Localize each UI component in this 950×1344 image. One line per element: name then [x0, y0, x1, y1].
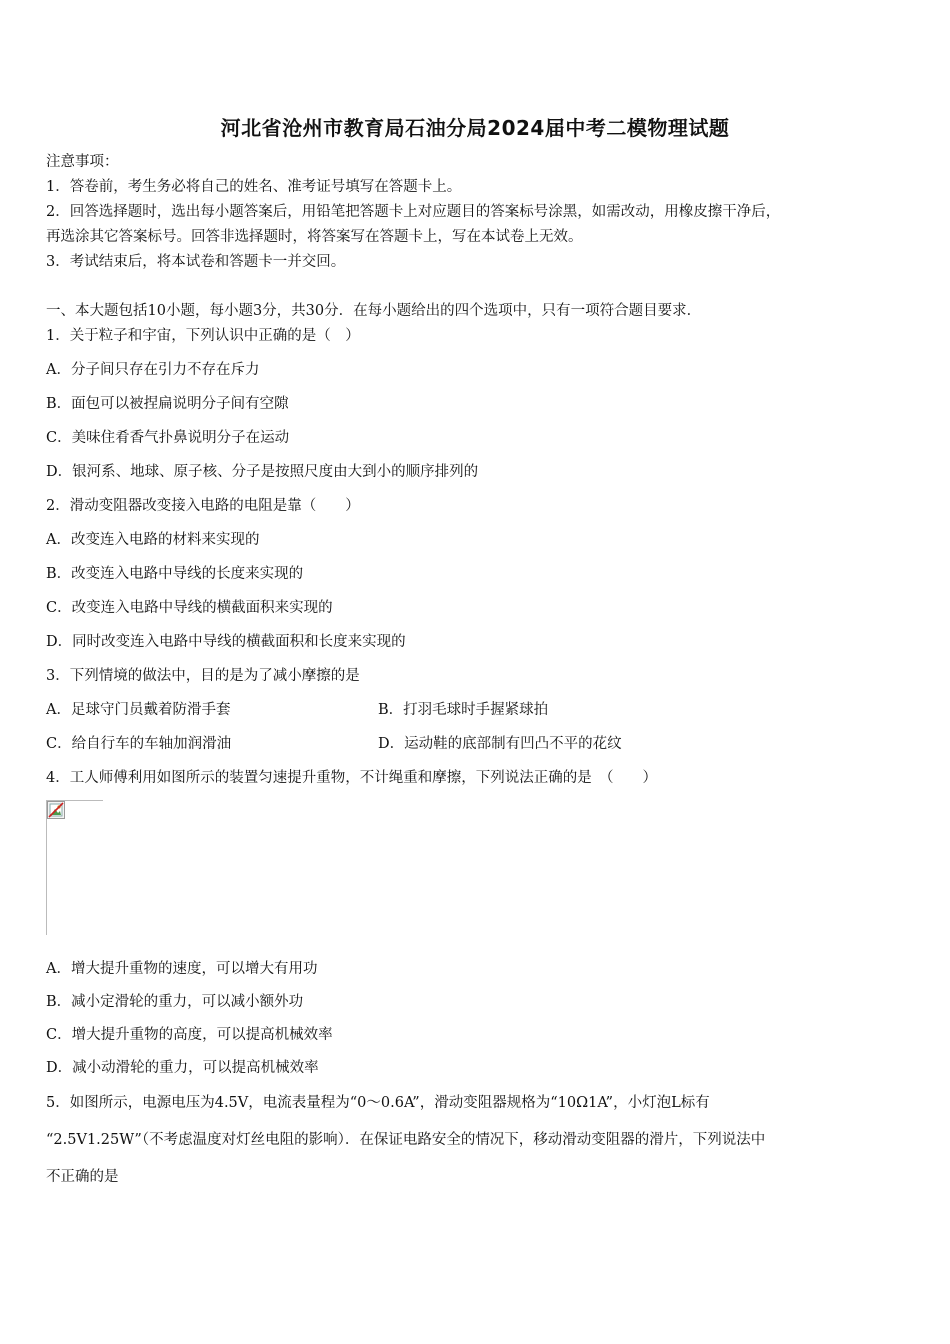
question-3-option-c: C．给自行车的车轴加润滑油 [46, 736, 232, 752]
question-4-option-a: A．增大提升重物的速度，可以增大有用功 [46, 961, 318, 977]
question-1-option-c: C．美味住肴香气扑鼻说明分子在运动 [46, 430, 290, 446]
notice-item: 1．答卷前，考生务必将自己的姓名、准考证号填写在答题卡上。 [46, 179, 462, 195]
question-1-stem: 1．关于粒子和宇宙，下列认识中正确的是（ ） [46, 328, 360, 344]
question-4-option-c: C．增大提升重物的高度，可以提高机械效率 [46, 1027, 333, 1043]
question-3-option-b: B．打羽毛球时手握紧球拍 [378, 702, 549, 718]
question-1-option-a: A．分子间只存在引力不存在斥力 [46, 362, 260, 378]
broken-image-placeholder [46, 800, 103, 935]
question-2-option-b: B．改变连入电路中导线的长度来实现的 [46, 566, 304, 582]
question-2-option-d: D．同时改变连入电路中导线的横截面积和长度来实现的 [46, 634, 406, 650]
question-5-stem-line3: 不正确的是 [46, 1169, 119, 1185]
broken-image-icon [47, 801, 65, 819]
question-2-option-a: A．改变连入电路的材料来实现的 [46, 532, 260, 548]
question-4-option-b: B．减小定滑轮的重力，可以减小额外功 [46, 994, 304, 1010]
question-4-option-d: D．减小动滑轮的重力，可以提高机械效率 [46, 1060, 319, 1076]
question-5-stem-line1: 5．如图所示，电源电压为4.5V，电流表量程为“0～0.6A”，滑动变阻器规格为“10Ω1A”，小灯泡L标有 [46, 1095, 710, 1111]
question-4-stem: 4．工人师傅利用如图所示的装置匀速提升重物，不计绳重和摩擦，下列说法正确的是 （ ） [46, 770, 657, 786]
question-3-option-d: D．运动鞋的底部制有凹凸不平的花纹 [378, 736, 622, 752]
question-1-option-d: D．银河系、地球、原子核、分子是按照尺度由大到小的顺序排列的 [46, 464, 479, 480]
question-2-option-c: C．改变连入电路中导线的横截面积来实现的 [46, 600, 333, 616]
page-title: 河北省沧州市教育局石油分局2024届中考二模物理试题 [220, 116, 730, 140]
notice-item: 2．回答选择题时，选出每小题答案后，用铅笔把答题卡上对应题目的答案标号涂黑，如需改动，用橡皮擦干净后， [46, 204, 781, 220]
question-5-stem-line2: “2.5V1.25W”（不考虑温度对灯丝电阻的影响）．在保证电路安全的情况下，移动滑动变阻器的滑片，下列说法中 [46, 1132, 766, 1148]
notice-item: 3．考试结束后，将本试卷和答题卡一并交回。 [46, 254, 346, 270]
question-3-stem: 3．下列情境的做法中，目的是为了减小摩擦的是 [46, 668, 360, 684]
notice-item: 再选涂其它答案标号。回答非选择题时，将答案写在答题卡上，写在本试卷上无效。 [46, 229, 583, 245]
section-heading: 一、本大题包括10小题，每小题3分，共30分．在每小题给出的四个选项中，只有一项符合题目要求． [46, 303, 702, 319]
question-3-option-a: A．足球守门员戴着防滑手套 [46, 702, 231, 718]
question-2-stem: 2．滑动变阻器改变接入电路的电阻是靠（ ） [46, 498, 360, 514]
notice-heading: 注意事项： [46, 154, 119, 170]
question-1-option-b: B．面包可以被捏扁说明分子间有空隙 [46, 396, 289, 412]
